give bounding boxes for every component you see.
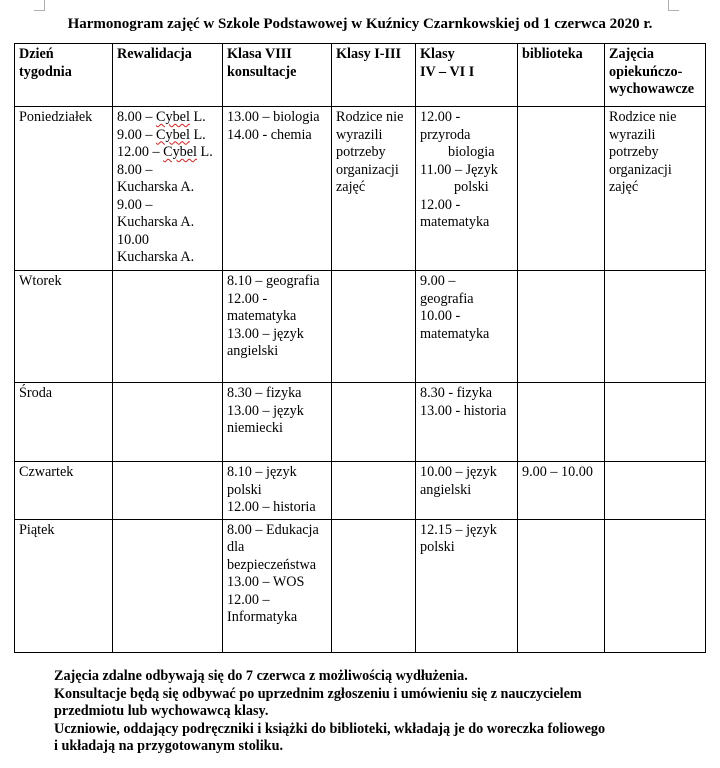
cell-rewalidacja <box>113 383 223 462</box>
rew-line: 9.00 – <box>117 196 153 213</box>
k8-line: 13.00 – WOS <box>227 574 305 590</box>
cell-klasy-4-7 <box>416 462 518 520</box>
header-biblioteka <box>518 44 605 107</box>
k47-line: matematyka <box>420 325 490 342</box>
day-label: Piątek <box>19 521 55 538</box>
k47-line: 11.00 – Język <box>420 161 498 178</box>
k8-line: 13.00 – język <box>227 402 304 419</box>
day-label: Środa <box>19 385 53 401</box>
cell-klasy-4-7 <box>416 271 518 383</box>
header-opiekuncze-line: opiekuńczo- <box>609 63 683 80</box>
k8-line: angielski <box>227 343 279 359</box>
k47-line: polski <box>454 179 489 195</box>
cell-biblioteka <box>518 519 605 652</box>
cell-biblioteka <box>518 271 605 383</box>
rew-line: Kucharska A. <box>117 214 195 230</box>
cell-rewalidacja <box>113 462 223 520</box>
cell-klasy-4-7 <box>416 519 518 652</box>
cell-opiekuncze <box>605 383 706 462</box>
header-klasa-8-line: konsultacje <box>227 63 297 80</box>
day-label: Poniedziałek <box>19 109 93 125</box>
header-klasy-1-3-line: Klasy I-III <box>336 46 402 62</box>
k8-line: 8.10 – geografia <box>227 273 320 289</box>
k8-line: 12.00 – <box>227 591 270 608</box>
cell-klasy-4-7 <box>416 383 518 462</box>
cell-klasa-8 <box>223 383 332 462</box>
cell-rewalidacja <box>113 271 223 383</box>
rew-line: Kucharska A. <box>117 179 195 195</box>
k47-line: 10.00 – język <box>420 464 497 480</box>
k47-line: 10.00 - <box>420 308 461 324</box>
k8-line: Informatyka <box>227 609 298 625</box>
k13-line: potrzeby <box>336 144 386 160</box>
header-rewalidacja <box>113 44 223 107</box>
header-klasy-4-7 <box>416 44 518 107</box>
note-line: przedmiotu lub wychowawcą klasy. <box>54 703 269 719</box>
schedule-table <box>14 43 706 653</box>
op-line: wyrazili <box>609 126 656 143</box>
k8-line: 12.00 - <box>227 290 268 307</box>
op-line: organizacji <box>609 161 672 178</box>
table-row-poniedzialek <box>15 107 706 271</box>
cell-klasa-8 <box>223 271 332 383</box>
header-klasy-4-7-line: IV – VI I <box>420 63 475 80</box>
note-line: Uczniowie, oddający podręczniki i książki do biblioteki, wkładają je do woreczka foliowego <box>54 720 606 737</box>
cell-biblioteka <box>518 107 605 271</box>
table-row-sroda <box>15 383 706 462</box>
op-line: Rodzice nie <box>609 109 677 125</box>
k47-line: polski <box>420 539 455 555</box>
k13-line: organizacji <box>336 161 399 178</box>
k8-line: dla <box>227 539 245 555</box>
k8-line: 12.00 – historia <box>227 499 316 515</box>
header-klasa-8-line: Klasa VIII <box>227 46 292 62</box>
header-day <box>15 44 113 107</box>
k47-line: przyroda <box>420 126 471 143</box>
rew-line: 10.00 <box>117 231 149 248</box>
cell-opiekuncze <box>605 519 706 652</box>
k47-line: 13.00 - historia <box>420 402 507 419</box>
notes-section <box>54 668 694 756</box>
k8-line: 8.00 – Edukacja <box>227 521 319 538</box>
header-klasa-8 <box>223 44 332 107</box>
day-label: Czwartek <box>19 464 74 480</box>
cell-klasy-1-3 <box>332 383 416 462</box>
rew-line: 8.00 – Cybel L. <box>117 109 206 125</box>
k8-line: polski <box>227 481 262 498</box>
k8-line: bezpieczeństwa <box>227 556 317 573</box>
header-klasy-4-7-line: Klasy <box>420 46 455 62</box>
k8-line: 13.00 – język <box>227 325 304 342</box>
bib-line: 9.00 – 10.00 <box>522 464 593 480</box>
k47-line: biologia <box>448 144 495 160</box>
cell-day <box>15 462 113 520</box>
k8-line: matematyka <box>227 308 297 324</box>
k8-line: 8.10 – język <box>227 464 297 480</box>
k47-line: 12.00 - <box>420 109 461 125</box>
k8-line: niemiecki <box>227 420 283 436</box>
k13-line: zajęć <box>336 179 366 195</box>
rew-line: Kucharska A. <box>117 249 195 265</box>
cell-opiekuncze <box>605 271 706 383</box>
cell-biblioteka <box>518 462 605 520</box>
k47-line: 9.00 – <box>420 273 456 289</box>
note-line: Zajęcia zdalne odbywają się do 7 czerwca z możliwością wydłużenia. <box>54 668 468 684</box>
k13-line: wyrazili <box>336 126 383 143</box>
header-opiekuncze-line: Zajęcia <box>609 46 654 62</box>
k13-line: Rodzice nie <box>336 109 404 125</box>
k8-line: 8.30 – fizyka <box>227 385 302 401</box>
cell-day <box>15 383 113 462</box>
header-day-line: tygodnia <box>19 63 72 80</box>
header-opiekuncze <box>605 44 706 107</box>
cell-day <box>15 107 113 271</box>
cell-opiekuncze <box>605 107 706 271</box>
k47-line: 12.00 - <box>420 196 461 213</box>
op-line: potrzeby <box>609 144 659 160</box>
table-header-row <box>15 44 706 107</box>
k47-line: 8.30 - fizyka <box>420 385 493 401</box>
table-row-czwartek <box>15 462 706 520</box>
cell-biblioteka <box>518 383 605 462</box>
cell-klasa-8 <box>223 462 332 520</box>
k47-line: angielski <box>420 481 472 498</box>
k8-line: 13.00 – biologia <box>227 109 320 125</box>
cell-klasy-1-3 <box>332 519 416 652</box>
rew-line: 12.00 – Cybel L. <box>117 144 213 160</box>
k47-line: geografia <box>420 290 474 307</box>
cell-klasa-8 <box>223 107 332 271</box>
header-biblioteka-line: biblioteka <box>522 46 583 62</box>
header-klasy-1-3 <box>332 44 416 107</box>
cell-day <box>15 519 113 652</box>
table-row-piatek <box>15 519 706 652</box>
cell-rewalidacja <box>113 519 223 652</box>
op-line: zajęć <box>609 179 639 195</box>
cell-opiekuncze <box>605 462 706 520</box>
k47-line: 12.15 – język <box>420 521 497 538</box>
cell-klasy-1-3 <box>332 462 416 520</box>
cell-klasy-1-3 <box>332 107 416 271</box>
header-opiekuncze-line: wychowawcze <box>609 81 695 97</box>
header-rewalidacja-line: Rewalidacja <box>117 46 192 62</box>
document-title: Harmonogram zajęć w Szkole Podstawowej w Kuźnicy Czarnkowskiej od 1 czerwca 2020 r. <box>67 16 653 32</box>
page-corner-mark-left <box>34 0 45 11</box>
header-day-line: Dzień <box>19 46 54 62</box>
table-row-wtorek <box>15 271 706 383</box>
rew-line: 9.00 – Cybel L. <box>117 126 206 143</box>
note-line: Konsultacje będą się odbywać po uprzednim zgłoszeniu i umówieniu się z nauczycielem <box>54 685 582 702</box>
day-label: Wtorek <box>19 273 62 289</box>
cell-klasy-1-3 <box>332 271 416 383</box>
k8-line: 14.00 - chemia <box>227 126 312 143</box>
cell-day <box>15 271 113 383</box>
rew-line: 8.00 – <box>117 161 153 178</box>
page-corner-mark-right <box>668 0 679 11</box>
k47-line: matematyka <box>420 214 490 230</box>
cell-rewalidacja <box>113 107 223 271</box>
note-line: i układają na przygotowanym stoliku. <box>54 738 284 754</box>
cell-klasy-4-7 <box>416 107 518 271</box>
cell-klasa-8 <box>223 519 332 652</box>
